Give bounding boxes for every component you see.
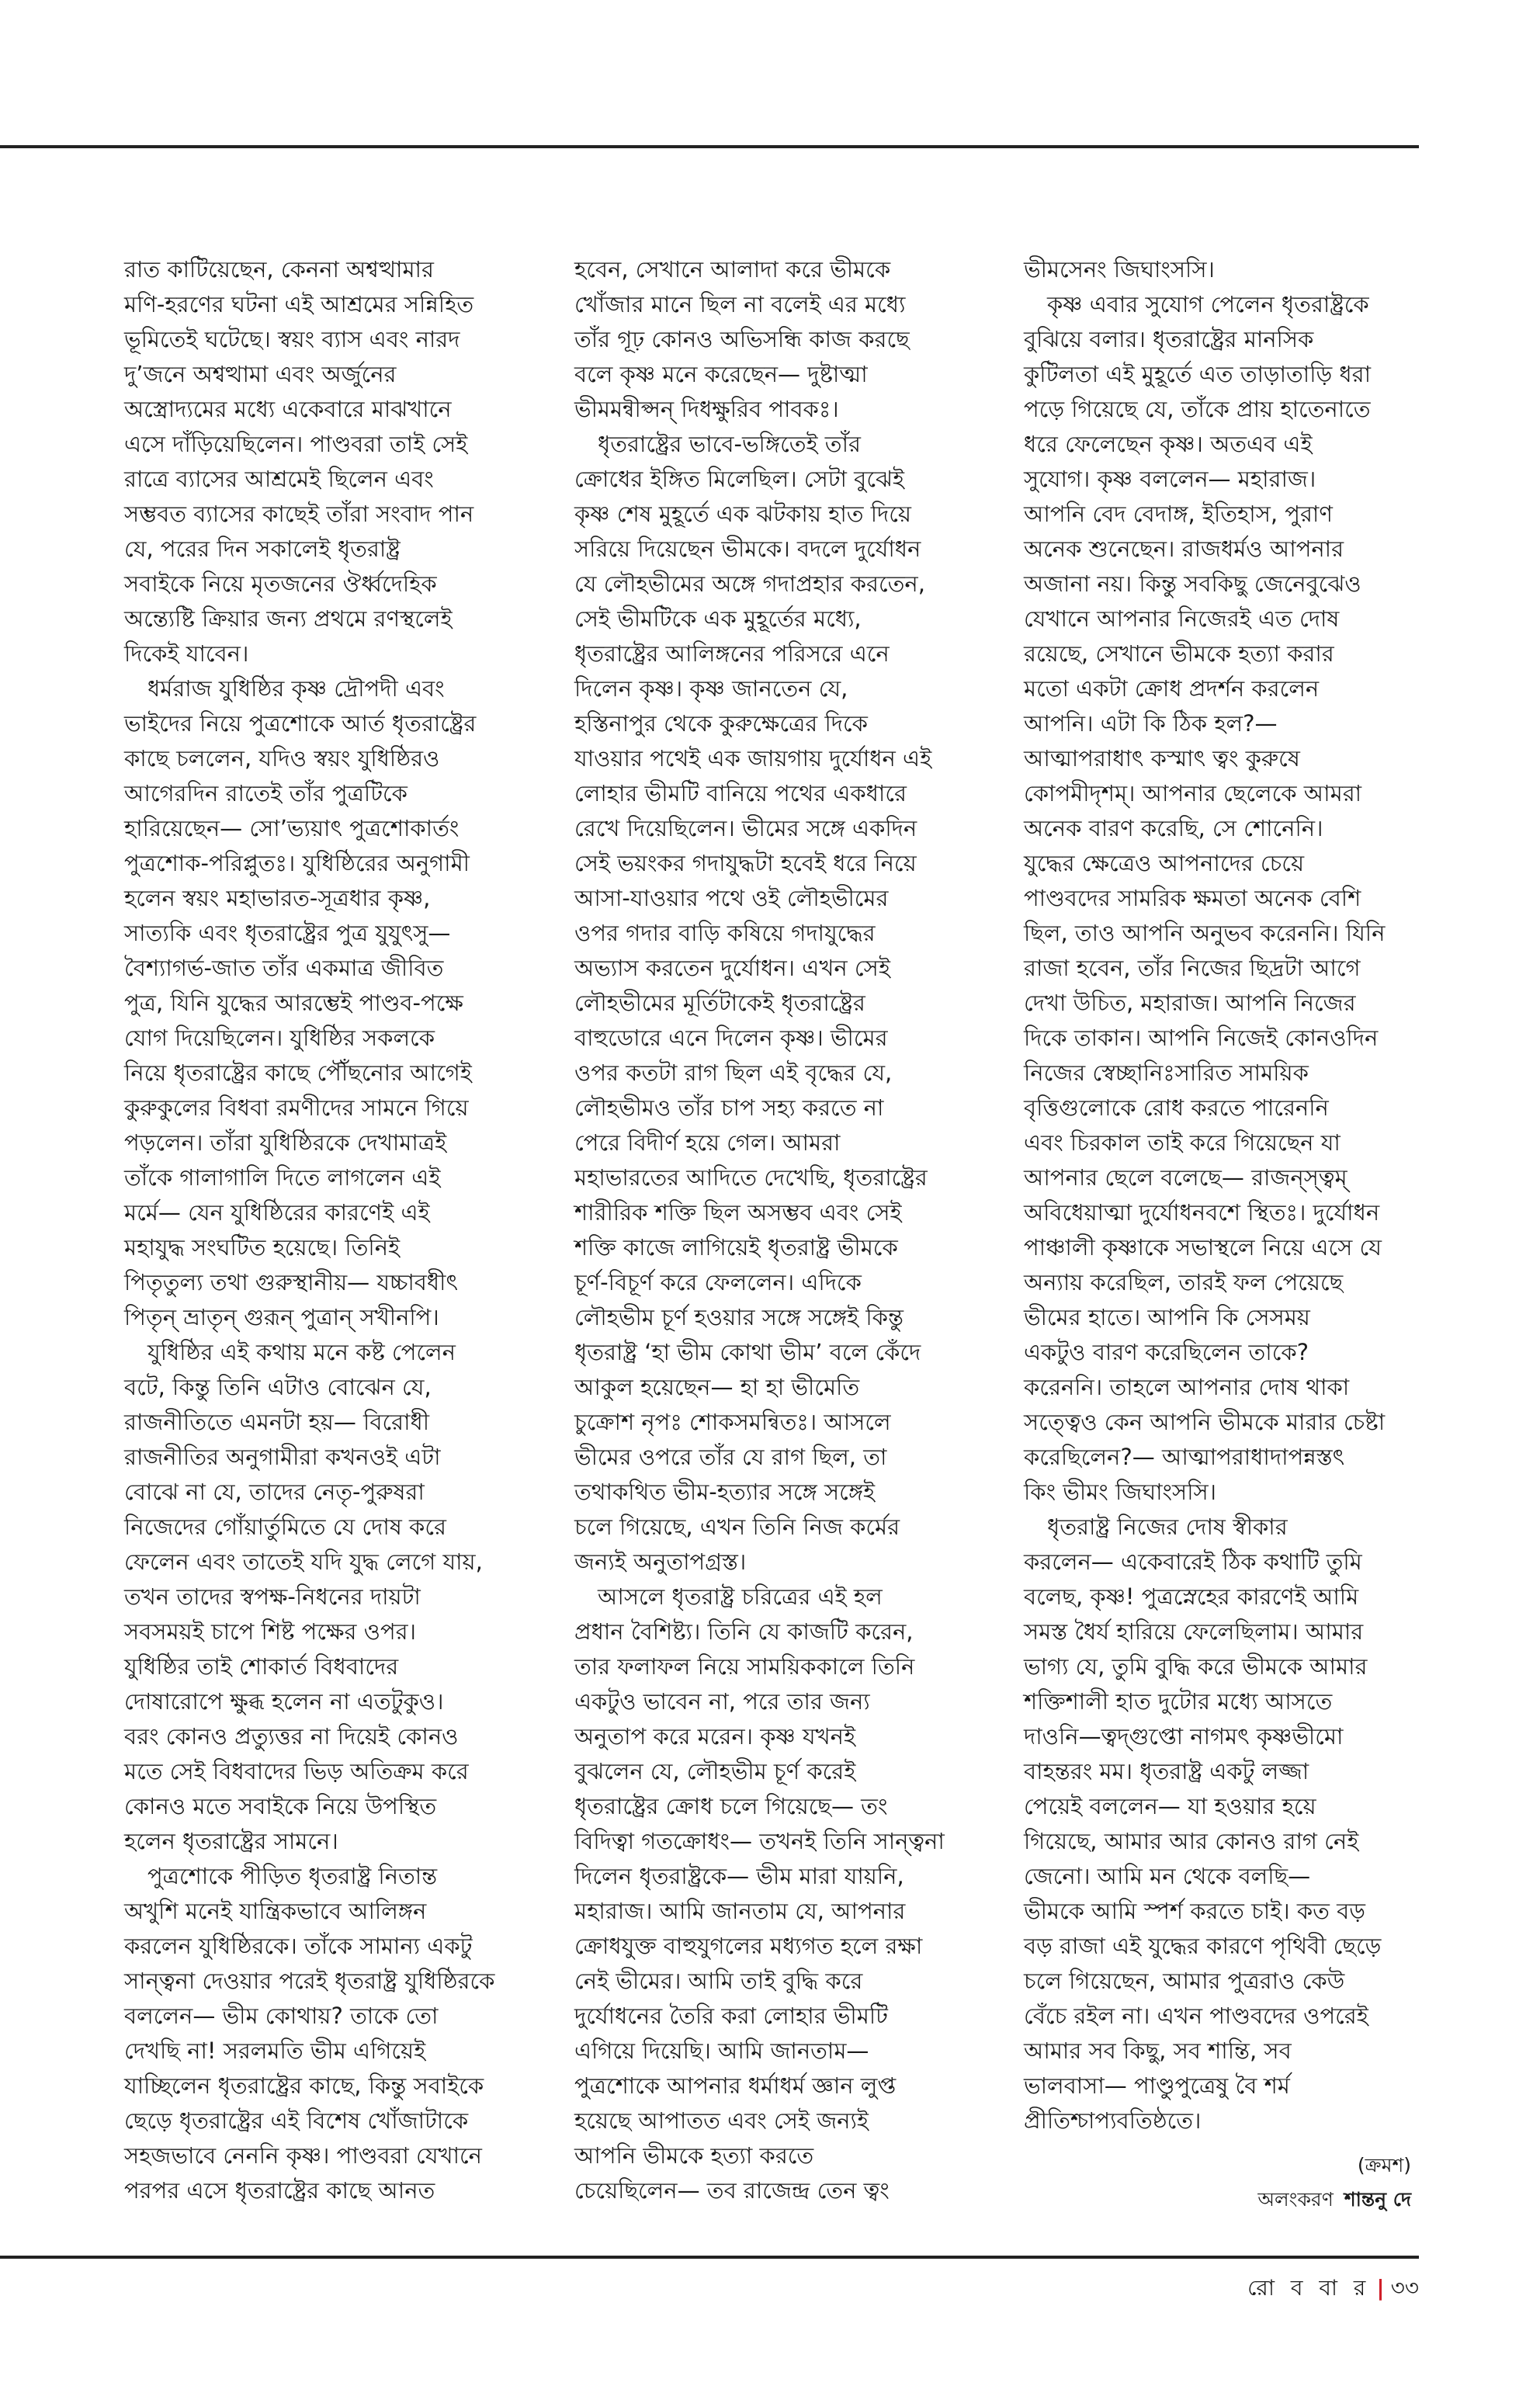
text-line: ওপর কতটা রাগ ছিল এই বৃদ্ধের যে,: [574, 1060, 893, 1086]
text-line: ধর্মরাজ যুধিষ্ঠির কৃষ্ণ দ্রৌপদী এবং: [147, 675, 445, 702]
text-line: একটুও বারণ করেছিলেন তাকে?: [1024, 1339, 1309, 1365]
text-line: মতো একটা ক্রোধ প্রদর্শন করলেন: [1024, 675, 1320, 702]
text-line: অখুশি মনেই যান্ত্রিকভাবে আলিঙ্গন: [124, 1898, 427, 1924]
text-line: জন্যই অনুতাপগ্রস্ত।: [574, 1549, 747, 1575]
text-line: হয়েছে আপাতত এবং সেই জন্যই: [574, 2107, 869, 2134]
text-line: তথাকথিত ভীম-হত্যার সঙ্গে সঙ্গেই: [574, 1479, 876, 1505]
text-line: চেয়েছিলেন— তব রাজেন্দ্র তেন ত্বং: [574, 2177, 890, 2204]
text-line: আত্মাপরাধাৎ কস্মাৎ ত্বং কুরুষে: [1024, 745, 1300, 772]
text-line: পুত্রশোক-পরিপ্লুতঃ। যুধিষ্ঠিরের অনুগামী: [124, 850, 470, 876]
text-line: পেরে বিদীর্ণ হয়ে গেল। আমরা: [574, 1129, 841, 1156]
text-line: পিতৃন্ ভ্রাতৃন্ গুরূন্ পুত্রান্ সখীনপি।: [124, 1304, 439, 1330]
text-line: দিকেই যাবেন।: [124, 640, 249, 667]
text-line: যুদ্ধের ক্ষেত্রেও আপনাদের চেয়ে: [1024, 850, 1305, 876]
illustration-label: অলংকরণ: [1257, 2188, 1334, 2211]
text-line: পড়লেন। তাঁরা যুধিষ্ঠিরকে দেখামাত্রই: [124, 1129, 447, 1156]
text-line: মণি-হরণের ঘটনা এই আশ্রমের সন্নিহিত: [124, 291, 474, 317]
text-line: প্রধান বৈশিষ্ট্য। তিনি যে কাজটি করেন,: [574, 1618, 914, 1645]
text-line: বৃত্তিগুলোকে রোধ করতে পারেননি: [1024, 1094, 1329, 1121]
text-line: প্রীতিশ্চাপ্যবতিষ্ঠতে।: [1024, 2107, 1202, 2134]
illustration-credit: [1257, 2184, 1411, 2218]
text-line: চুক্রোশ নৃপঃ শোকসমন্বিতঃ। আসলে: [574, 1409, 891, 1435]
continued-note: (ক্রমশ): [1357, 2154, 1411, 2176]
text-line: অজানা নয়। কিন্তু সবকিছু জেনেবুঝেও: [1024, 571, 1361, 597]
text-line: মর্মে— যেন যুধিষ্ঠিরের কারণেই এই: [124, 1199, 430, 1226]
text-line: ভূমিতেই ঘটেছে। স্বয়ং ব্যাস এবং নারদ: [124, 326, 460, 352]
text-line: ভালবাসা— পাণ্ডুপুত্রেষু বৈ শর্ম: [1024, 2072, 1290, 2099]
text-line: করেছিলেন?— আত্মাপরাধাদাপন্নস্তৎ: [1024, 1444, 1345, 1470]
text-line: ভীমের ওপরে তাঁর যে রাগ ছিল, তা: [574, 1444, 887, 1470]
text-line: সুযোগ। কৃষ্ণ বললেন— মহারাজ।: [1024, 466, 1316, 492]
text-line: কিং ভীমং জিঘাংসসি।: [1024, 1479, 1217, 1505]
text-line: তাঁর গূঢ় কোনও অভিসন্ধি কাজ করছে: [574, 326, 910, 352]
text-line: আসলে ধৃতরাষ্ট্র চরিত্রের এই হল: [598, 1583, 883, 1610]
text-line: বাহন্তরং মম। ধৃতরাষ্ট্র একটু লজ্জা: [1024, 1758, 1309, 1784]
text-line: ক্রোধের ইঙ্গিত মিলেছিল। সেটা বুঝেই: [574, 466, 904, 492]
text-line: আপনি বেদ বেদাঙ্গ, ইতিহাস, পুরাণ: [1024, 501, 1333, 527]
text-line: রয়েছে, সেখানে ভীমকে হত্যা করার: [1024, 640, 1334, 667]
text-line: লোহার ভীমটি বানিয়ে পথের একধারে: [574, 780, 907, 806]
text-line: বললেন— ভীম কোথায়? তাকে তো: [124, 2003, 439, 2029]
text-line: তার ফলাফল নিয়ে সাময়িককালে তিনি: [574, 1653, 915, 1680]
text-line: পুত্রশোকে পীড়িত ধৃতরাষ্ট্র নিতান্ত: [147, 1863, 438, 1889]
text-line: নিজেদের গোঁয়ার্তুমিতে যে দোষ করে: [124, 1514, 446, 1540]
text-line: পেয়েই বললেন— যা হওয়ার হয়ে: [1024, 1793, 1316, 1819]
text-line: যাচ্ছিলেন ধৃতরাষ্ট্রের কাছে, কিন্তু সবাইকে: [124, 2072, 484, 2099]
text-line: দু’জনে অশ্বত্থামা এবং অর্জুনের: [124, 361, 397, 387]
text-line: জেনো। আমি মন থেকে বলছি—: [1024, 1863, 1311, 1889]
text-line: হবেন, সেখানে আলাদা করে ভীমকে: [574, 256, 891, 283]
text-line: মহারাজ। আমি জানতাম যে, আপনার: [574, 1898, 906, 1924]
text-line: বিদিত্বা গতক্রোধং— তখনই তিনি সান্ত্বনা: [574, 1828, 945, 1854]
text-line: রাজা হবেন, তাঁর নিজের ছিদ্রটা আগে: [1024, 955, 1361, 981]
text-line: লৌহভীমের মূর্তিটাকেই ধৃতরাষ্ট্রের: [574, 990, 865, 1016]
text-line: খোঁজার মানে ছিল না বলেই এর মধ্যে: [574, 291, 906, 317]
text-line: বাহুডোরে এনে দিলেন কৃষ্ণ। ভীমের: [574, 1025, 888, 1051]
article-column-2: [574, 252, 945, 2208]
text-line: একটুও ভাবেন না, পরে তার জন্য: [574, 1688, 870, 1715]
page-number: ৩৩: [1390, 2275, 1419, 2301]
text-line: যে লৌহভীমের অঙ্গে গদাপ্রহার করতেন,: [574, 571, 925, 597]
magazine-name: রো ব বা র: [1247, 2275, 1371, 2301]
text-line: দিলেন কৃষ্ণ। কৃষ্ণ জানতেন যে,: [574, 675, 848, 702]
text-line: পুত্রশোকে আপনার ধর্মাধর্ম জ্ঞান লুপ্ত: [574, 2072, 897, 2099]
text-line: অনেক শুনেছেন। রাজধর্মও আপনার: [1024, 536, 1344, 562]
text-line: দিলেন ধৃতরাষ্ট্রকে— ভীম মারা যায়নি,: [574, 1863, 904, 1889]
text-line: কুটিলতা এই মুহূর্তে এত তাড়াতাড়ি ধরা: [1024, 361, 1372, 387]
text-line: অভ্যাস করতেন দুর্যোধন। এখন সেই: [574, 955, 890, 981]
text-line: ক্রোধযুক্ত বাহুযুগলের মধ্যগত হলে রক্ষা: [574, 1933, 923, 1959]
text-line: বোঝে না যে, তাদের নেতৃ-পুরুষরা: [124, 1479, 425, 1505]
text-line: লৌহভীমও তাঁর চাপ সহ্য করতে না: [574, 1094, 884, 1121]
text-line: পিতৃতুল্য তথা গুরুস্থানীয়— যচ্চাবধীৎ: [124, 1269, 458, 1295]
text-line: দাওনি—ত্বদ্‌গুপ্তো নাগমৎ কৃষ্ণভীমো: [1024, 1723, 1344, 1750]
text-line: সেই ভীমটিকে এক মুহূর্তের মধ্যে,: [574, 605, 862, 632]
text-line: ভীমকে আমি স্পর্শ করতে চাই। কত বড়: [1024, 1898, 1365, 1924]
text-line: করলেন— একেবারেই ঠিক কথাটি তুমি: [1024, 1549, 1362, 1575]
text-line: আগেরদিন রাতেই তাঁর পুত্রটিকে: [124, 780, 408, 806]
text-line: রাজনীতির অনুগামীরা কখনওই এটা: [124, 1444, 441, 1470]
text-line: আমার সব কিছু, সব শান্তি, সব: [1024, 2038, 1292, 2064]
text-line: অনুতাপ করে মরেন। কৃষ্ণ যখনই: [574, 1723, 856, 1750]
text-line: অন্ত্যেষ্টি ক্রিয়ার জন্য প্রথমে রণস্থলেই: [124, 605, 453, 632]
text-line: আকুল হয়েছেন— হা হা ভীমেতি: [574, 1374, 860, 1400]
bottom-rule: [0, 2256, 1419, 2259]
text-line: অস্ত্রোদ্যমের মধ্যে একেবারে মাঝখানে: [124, 396, 452, 422]
text-line: কোনও মতে সবাইকে নিয়ে উপস্থিত: [124, 1793, 437, 1819]
text-line: বেঁচে রইল না। এখন পাণ্ডবদের ওপরেই: [1024, 2003, 1368, 2029]
text-line: আপনি। এটা কি ঠিক হল?—: [1024, 710, 1278, 737]
illustrator-name: শান্তনু দে: [1344, 2188, 1411, 2211]
text-line: সম্ভবত ব্যাসের কাছেই তাঁরা সংবাদ পান: [124, 501, 474, 527]
text-line: আপনার ছেলে বলেছে— রাজন্‌স্ত্বম্: [1024, 1164, 1348, 1191]
text-line: দোষারোপে ক্ষুব্ধ হলেন না এতটুকুও।: [124, 1688, 444, 1715]
text-line: লৌহভীম চূর্ণ হওয়ার সঙ্গে সঙ্গেই কিন্তু: [574, 1304, 904, 1330]
text-line: সহজভাবে নেননি কৃষ্ণ। পাণ্ডবরা যেখানে: [124, 2142, 482, 2169]
text-line: পাণ্ডবদের সামরিক ক্ষমতা অনেক বেশি: [1024, 885, 1361, 911]
text-line: সেই ভয়ংকর গদাযুদ্ধটা হবেই ধরে নিয়ে: [574, 850, 917, 876]
text-line: ধৃতরাষ্ট্র নিজের দোষ স্বীকার: [1047, 1514, 1288, 1540]
top-rule: [0, 145, 1419, 148]
text-line: কোপমীদৃশম্। আপনার ছেলেকে আমরা: [1024, 780, 1362, 806]
text-line: যেখানে আপনার নিজেরই এত দোষ: [1024, 605, 1340, 632]
text-line: হলেন ধৃতরাষ্ট্রের সামনে।: [124, 1828, 338, 1854]
text-line: হারিয়েছেন— সো’ভ্যয়াৎ পুত্রশোকার্তং: [124, 815, 460, 841]
text-line: এবং চিরকাল তাই করে গিয়েছেন যা: [1024, 1129, 1341, 1156]
text-line: দিকে তাকান। আপনি নিজেই কোনওদিন: [1024, 1025, 1379, 1051]
text-line: বৈশ্যাগর্ভ-জাত তাঁর একমাত্র জীবিত: [124, 955, 444, 981]
text-line: মহাভারতের আদিতে দেখেছি, ধৃতরাষ্ট্রের: [574, 1164, 928, 1191]
text-line: আপনি ভীমকে হত্যা করতে: [574, 2142, 814, 2169]
text-line: এসে দাঁড়িয়েছিলেন। পাণ্ডবরা তাই সেই: [124, 431, 468, 457]
text-line: যোগ দিয়েছিলেন। যুধিষ্ঠির সকলকে: [124, 1025, 435, 1051]
text-line: নিজের স্বেচ্ছানিঃসারিত সাময়িক: [1024, 1060, 1309, 1086]
text-line: সাত্যকি এবং ধৃতরাষ্ট্রের পুত্র যুযুৎসু—: [124, 920, 451, 946]
text-line: হস্তিনাপুর থেকে কুরুক্ষেত্রের দিকে: [574, 710, 868, 737]
text-line: যে, পরের দিন সকালেই ধৃতরাষ্ট্র: [124, 536, 401, 562]
text-line: চূর্ণ-বিচূর্ণ করে ফেললেন। এদিকে: [574, 1269, 862, 1295]
text-line: শক্তি কাজে লাগিয়েই ধৃতরাষ্ট্র ভীমকে: [574, 1234, 898, 1261]
text-line: বটে, কিন্তু তিনি এটাও বোঝেন যে,: [124, 1374, 432, 1400]
text-line: পরপর এসে ধৃতরাষ্ট্রের কাছে আনত: [124, 2177, 435, 2204]
text-line: যাওয়ার পথেই এক জায়গায় দুর্যোধন এই: [574, 745, 932, 772]
text-line: কৃষ্ণ এবার সুযোগ পেলেন ধৃতরাষ্ট্রকে: [1047, 291, 1369, 317]
text-line: শারীরিক শক্তি ছিল অসম্ভব এবং সেই: [574, 1199, 902, 1226]
text-line: বুঝলেন যে, লৌহভীম চূর্ণ করেই: [574, 1758, 856, 1784]
text-line: রাত্রে ব্যাসের আশ্রমেই ছিলেন এবং: [124, 466, 434, 492]
text-line: ধৃতরাষ্ট্রের ক্রোধ চলে গিয়েছে— তং: [574, 1793, 888, 1819]
text-line: সরিয়ে দিয়েছেন ভীমকে। বদলে দুর্যোধন: [574, 536, 921, 562]
text-line: বলে কৃষ্ণ মনে করেছেন— দুষ্টাত্মা: [574, 361, 868, 387]
article-column-3: [1024, 252, 1412, 2138]
text-line: হলেন স্বয়ং মহাভারত-সূত্রধার কৃষ্ণ,: [124, 885, 431, 911]
text-line: রেখে দিয়েছিলেন। ভীমের সঙ্গে একদিন: [574, 815, 917, 841]
text-line: শক্তিশালী হাত দুটোর মধ্যে আসতে: [1024, 1688, 1333, 1715]
text-line: করলেন যুধিষ্ঠিরকে। তাঁকে সামান্য একটু: [124, 1933, 473, 1959]
text-line: কুরুকুলের বিধবা রমণীদের সামনে গিয়ে: [124, 1094, 469, 1121]
text-line: ধৃতরাষ্ট্রের ভাবে-ভঙ্গিতেই তাঁর: [598, 431, 861, 457]
text-line: ধরে ফেলেছেন কৃষ্ণ। অতএব এই: [1024, 431, 1313, 457]
text-line: সবসময়ই চাপে শিষ্ট পক্ষের ওপর।: [124, 1618, 416, 1645]
text-line: কাছে চললেন, যদিও স্বয়ং যুধিষ্ঠিরও: [124, 745, 440, 772]
text-line: আসা-যাওয়ার পথে ওই লৌহভীমের: [574, 885, 889, 911]
text-line: রাজনীতিতে এমনটা হয়— বিরোধী: [124, 1409, 430, 1435]
text-line: মতে সেই বিধবাদের ভিড় অতিক্রম করে: [124, 1758, 469, 1784]
text-line: ধৃতরাষ্ট্রের আলিঙ্গনের পরিসরে এনে: [574, 640, 890, 667]
footer-separator: |: [1376, 2275, 1385, 2301]
text-line: ছেড়ে ধৃতরাষ্ট্রের এই বিশেষ খোঁজাটাকে: [124, 2107, 469, 2134]
text-line: ভাগ্য যে, তুমি বুদ্ধি করে ভীমকে আমার: [1024, 1653, 1368, 1680]
text-line: সবাইকে নিয়ে মৃতজনের ঔর্ধ্বদেহিক: [124, 571, 437, 597]
text-line: তাঁকে গালাগালি দিতে লাগলেন এই: [124, 1164, 441, 1191]
text-line: বড় রাজা এই যুদ্ধের কারণে পৃথিবী ছেড়ে: [1024, 1933, 1382, 1959]
text-line: সত্ত্বেও কেন আপনি ভীমকে মারার চেষ্টা: [1024, 1409, 1386, 1435]
text-line: বুঝিয়ে বলার। ধৃতরাষ্ট্রের মানসিক: [1024, 326, 1314, 352]
text-line: অবিধেয়াত্মা দুর্যোধনবশে স্থিতঃ। দুর্যোধন: [1024, 1199, 1380, 1226]
text-line: নিয়ে ধৃতরাষ্ট্রের কাছে পৌঁছনোর আগেই: [124, 1060, 472, 1086]
text-line: নেই ভীমের। আমি তাই বুদ্ধি করে: [574, 1968, 863, 1994]
text-line: ভীমমন্বীপ্সন্ দিধক্ষুরিব পাবকঃ।: [574, 396, 839, 422]
text-line: ভীমের হাতে। আপনি কি সেসময়: [1024, 1304, 1310, 1330]
text-line: পুত্র, যিনি যুদ্ধের আরম্ভেই পাণ্ডব-পক্ষে: [124, 990, 463, 1016]
text-line: করেননি। তাহলে আপনার দোষ থাকা: [1024, 1374, 1350, 1400]
text-line: কৃষ্ণ শেষ মুহূর্তে এক ঝটকায় হাত দিয়ে: [574, 501, 912, 527]
text-line: বলেছ, কৃষ্ণ! পুত্রস্নেহের কারণেই আমি: [1024, 1583, 1359, 1610]
text-line: অনেক বারণ করেছি, সে শোনেনি।: [1024, 815, 1323, 841]
text-line: এগিয়ে দিয়েছি। আমি জানতাম—: [574, 2038, 869, 2064]
text-line: চলে গিয়েছেন, আমার পুত্ররাও কেউ: [1024, 1968, 1345, 1994]
text-line: সমস্ত ধৈর্য হারিয়ে ফেলেছিলাম। আমার: [1024, 1618, 1364, 1645]
text-line: বরং কোনও প্রত্যুত্তর না দিয়েই কোনও: [124, 1723, 459, 1750]
text-line: দেখা উচিত, মহারাজ। আপনি নিজের: [1024, 990, 1356, 1016]
text-line: তখন তাদের স্বপক্ষ-নিধনের দায়টা: [124, 1583, 421, 1610]
text-line: অন্যায় করেছিল, তারই ফল পেয়েছে: [1024, 1269, 1344, 1295]
text-line: মহাযুদ্ধ সংঘটিত হয়েছে। তিনিই: [124, 1234, 401, 1261]
text-line: পড়ে গিয়েছে যে, তাঁকে প্রায় হাতেনাতে: [1024, 396, 1371, 422]
text-line: পাঞ্চালী কৃষ্ণাকে সভাস্থলে নিয়ে এসে যে: [1024, 1234, 1382, 1261]
article-column-1: [124, 252, 520, 2208]
text-line: দুর্যোধনের তৈরি করা লোহার ভীমটি: [574, 2003, 888, 2029]
text-line: গিয়েছে, আমার আর কোনও রাগ নেই: [1024, 1828, 1359, 1854]
text-line: ভীমসেনং জিঘাংসসি।: [1024, 256, 1215, 283]
text-line: ওপর গদার বাড়ি কষিয়ে গদাযুদ্ধের: [574, 920, 876, 946]
text-line: দেখছি না! সরলমতি ভীম এগিয়েই: [124, 2038, 426, 2064]
text-line: যুধিষ্ঠির এই কথায় মনে কষ্ট পেলেন: [147, 1339, 456, 1365]
text-line: রাত কাটিয়েছেন, কেননা অশ্বত্থামার: [124, 256, 434, 283]
text-line: ধৃতরাষ্ট্র ‘হা ভীম কোথা ভীম’ বলে কেঁদে: [574, 1339, 921, 1365]
text-line: ফেলেন এবং তাতেই যদি যুদ্ধ লেগে যায়,: [124, 1549, 483, 1575]
text-line: যুধিষ্ঠির তাই শোকার্ত বিধবাদের: [124, 1653, 399, 1680]
text-line: ছিল, তাও আপনি অনুভব করেননি। যিনি: [1024, 920, 1386, 946]
text-line: ভাইদের নিয়ে পুত্রশোকে আর্ত ধৃতরাষ্ট্রের: [124, 710, 477, 737]
text-line: চলে গিয়েছে, এখন তিনি নিজ কর্মের: [574, 1514, 900, 1540]
page-footer: [1247, 2271, 1419, 2308]
text-line: সান্ত্বনা দেওয়ার পরেই ধৃতরাষ্ট্র যুধিষ্ঠিরকে: [124, 1968, 495, 1994]
